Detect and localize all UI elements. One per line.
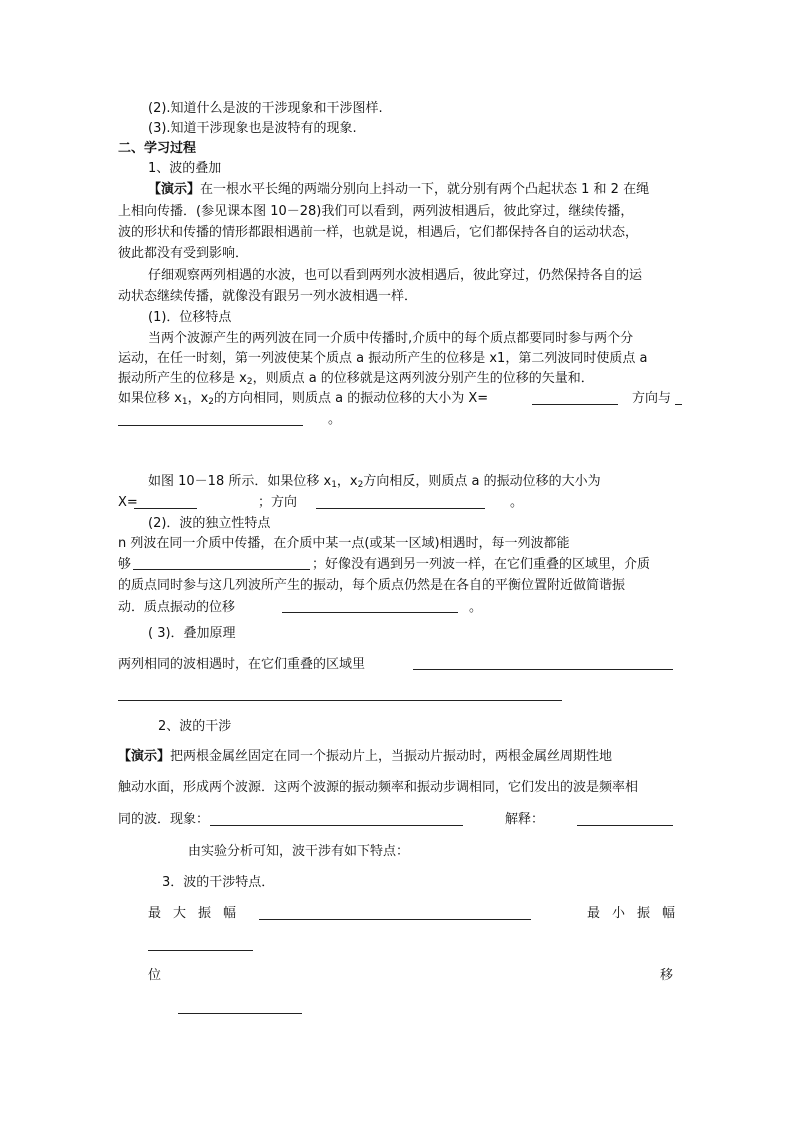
demo2-line-3: 同的波．现象： xyxy=(118,812,210,827)
explanation-label: 解释： xyxy=(505,812,545,827)
goal-3: (3).知道干涉现象也是波特有的现象. xyxy=(148,121,357,136)
independence-title: (2)．波的独立性特点 xyxy=(148,516,271,531)
subscript: 2 xyxy=(357,480,364,490)
independence-line-4: 动．质点振动的位移 xyxy=(118,600,236,615)
answer-blank-direction-same-tail[interactable] xyxy=(675,404,682,405)
demo-tag: 【演示】 xyxy=(148,182,201,197)
demo-paragraph-2 xyxy=(118,748,612,765)
displacement-title: (1)．位移特点 xyxy=(148,310,232,325)
subscript: 1 xyxy=(331,480,337,490)
displacement-label-yi: 移 xyxy=(660,968,674,983)
text: ，x xyxy=(187,391,209,406)
subsection-title-interference: 2、波的干涉 xyxy=(158,719,232,734)
independence-line-2a: 够 xyxy=(118,557,132,572)
subscript: 2 xyxy=(208,397,214,407)
text: 如图 10－18 所示．如果位移 x xyxy=(148,474,332,489)
section-title-learning-process: 二、学习过程 xyxy=(118,141,197,156)
answer-blank-magnitude-opposite[interactable] xyxy=(134,508,197,509)
independence-line-3: 的质点同时参与这几列波所产生的振动，每个质点仍然是在各自的平衡位置附近做简谐振 xyxy=(118,578,626,593)
x-equals-label: X= xyxy=(118,495,138,510)
max-amplitude-label: 最大振幅 xyxy=(148,906,249,921)
direction-label-opposite: ；方向 xyxy=(258,495,298,510)
answer-blank-max-amplitude[interactable] xyxy=(259,919,531,920)
displacement-line-1: 当两个波源产生的两列波在同一介质中传播时,介质中的每个质点都要同时参与两个分 xyxy=(148,331,634,346)
subscript: 2 xyxy=(246,377,253,387)
period: 。 xyxy=(510,495,524,510)
answer-blank-magnitude-same[interactable] xyxy=(532,404,618,405)
min-amplitude-label: 最小振幅 xyxy=(587,906,688,921)
period: 。 xyxy=(469,600,483,615)
demo-line-3: 波的形状和传播的情形都跟相遇前一样，也就是说，相遇后，它们都保持各自的运动状态， xyxy=(118,225,639,240)
answer-blank-superposition-2[interactable] xyxy=(118,700,562,701)
interference-features-title: 3．波的干涉特点． xyxy=(162,875,275,890)
text: ，则质点 a 的位移就是这两列波分别产生的位移的矢量和． xyxy=(252,371,594,386)
answer-blank-direction-opposite[interactable] xyxy=(316,508,485,509)
answer-blank-particle-displacement[interactable] xyxy=(282,612,458,613)
answer-blank-explanation[interactable] xyxy=(577,825,673,826)
independence-line-2b: ；好像没有遇到另一列波一样，在它们重叠的区域里，介质 xyxy=(312,557,651,572)
text: 的方向相同，则质点 a 的振动位移的大小为 X= xyxy=(214,391,489,406)
displacement-line-3 xyxy=(118,370,594,387)
demo-text: 把两根金属丝固定在同一个振动片上，当振动片振动时，两根金属丝周期性地 xyxy=(170,749,613,764)
observation-line-1: 仔细观察两列相遇的水波，也可以看到两列水波相遇后，彼此穿过，仍然保持各自的运 xyxy=(148,268,643,283)
subscript: 1 xyxy=(181,397,188,407)
independence-line-1: n 列波在同一介质中传播，在介质中某一点(或某一区域)相遇时，每一列波都能 xyxy=(118,536,570,551)
answer-blank-independence[interactable] xyxy=(133,569,310,570)
answer-blank-superposition-1[interactable] xyxy=(413,669,673,670)
displacement-label-wei: 位 xyxy=(148,968,162,983)
answer-blank-direction-same[interactable] xyxy=(118,425,303,426)
demo-text: 在一根水平长绳的两端分别向上抖动一下，就分别有两个凸起状态 1 和 2 在绳 xyxy=(200,182,650,197)
goal-2: (2).知道什么是波的干涉现象和干涉图样. xyxy=(148,101,383,116)
analysis-line: 由实验分析可知，波干涉有如下特点： xyxy=(188,844,410,859)
text: 振动所产生的位移是 x xyxy=(118,371,247,386)
text: 如果位移 x xyxy=(118,391,182,406)
period: 。 xyxy=(328,412,342,427)
answer-blank-phenomenon[interactable] xyxy=(210,825,463,826)
direction-label: 方向与 xyxy=(632,391,672,406)
same-direction-question xyxy=(118,390,488,407)
demo-tag: 【演示】 xyxy=(118,749,171,764)
answer-blank-displacement[interactable] xyxy=(178,1013,302,1014)
observation-line-2: 动状态继续传播，就像没有跟另一列水波相遇一样． xyxy=(118,289,418,304)
demo-line-4: 彼此都没有受到影响． xyxy=(118,246,249,261)
superposition-principle-line: 两列相同的波相遇时，在它们重叠的区域里 xyxy=(118,657,366,672)
displacement-line-2: 运动，在任一时刻，第一列波使某个质点 a 振动所产生的位移是 x1，第二列波同时使质点 a xyxy=(118,351,648,366)
superposition-principle-title: ( 3)．叠加原理 xyxy=(148,626,236,641)
demo2-line-2: 触动水面，形成两个波源．这两个波源的振动频率和振动步调相同，它们发出的波是频率相 xyxy=(118,780,639,795)
demo-paragraph-1 xyxy=(148,181,649,198)
answer-blank-min-amplitude[interactable] xyxy=(148,950,253,951)
subsection-title-superposition: 1、波的叠加 xyxy=(148,161,222,176)
opposite-direction-question xyxy=(148,473,601,490)
demo-line-2: 上相向传播．(参见课本图 10－28)我们可以看到，两列波相遇后，彼此穿过，继续传播， xyxy=(118,204,634,219)
text: 方向相反，则质点 a 的振动位移的大小为 xyxy=(363,474,601,489)
text: ，x xyxy=(336,474,358,489)
